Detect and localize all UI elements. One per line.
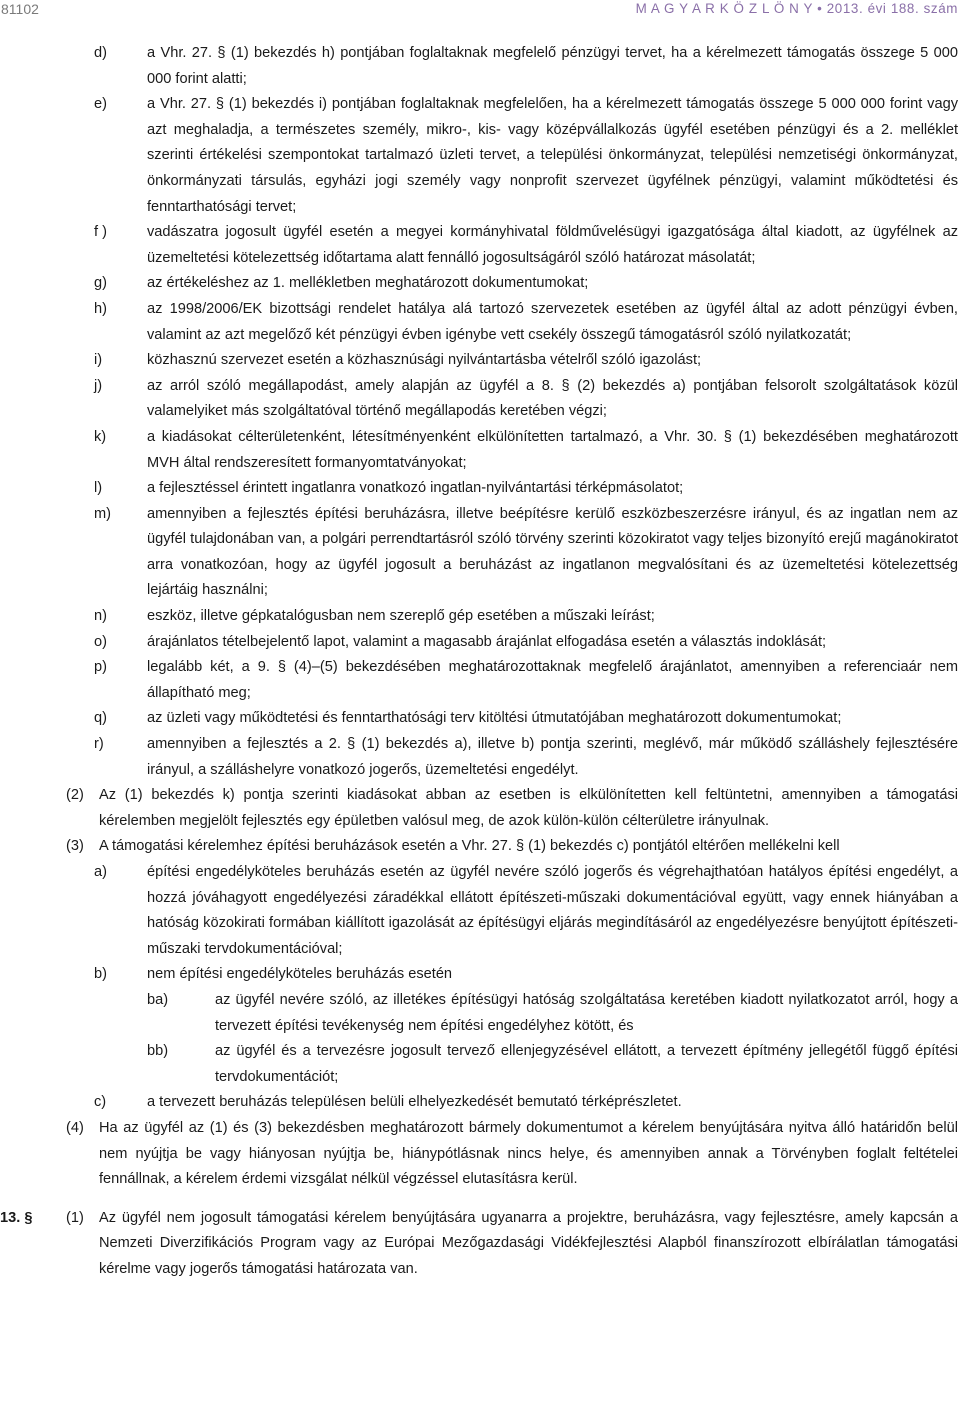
- section-number: 13. §: [0, 1209, 33, 1226]
- list-item-text: eszköz, illetve gépkatalógusban nem szereplő gép esetében a műszaki leírást;: [147, 608, 655, 625]
- list-item-text: az ügyfél és a tervezésre jogosult tervező ellenjegyzésével ellátott, a tervezett építmény jellegétől függő építési tervdokumentációt;: [215, 1043, 958, 1085]
- list-paragraph-3b-subitems: [0, 988, 960, 1090]
- list-item: [94, 604, 958, 630]
- page-header: [0, 0, 960, 22]
- list-item-label: q): [94, 710, 107, 727]
- list-item: [94, 860, 958, 962]
- list-item-label: a): [94, 864, 107, 880]
- paragraph-4: [66, 1116, 958, 1193]
- list-item: [94, 348, 958, 374]
- list-item: [94, 502, 958, 604]
- paragraph-text: Ha az ügyfél az (1) és (3) bekezdésben meghatározott bármely dokumentumot a kérelem benyújtására nyitva álló határidőn belül nem nyújtja be vagy hiányosan nyújtja be, hiánypótlásnak nincs helye, és amennyiben annak a Törvényben foglalt feltételei fennállnak, a kérelem érdemi vizsgálat nélkül végzéssel elutasításra kerül.: [99, 1119, 958, 1188]
- list-paragraph-3-items: [0, 860, 960, 988]
- list-item-text: a kiadásokat célterületenként, létesítményenként elkülönítetten tartalmazó, a Vhr. 30. § (1) bekezdésében meghatározott MVH által rendszeresített formanyomtatványokat;: [147, 428, 958, 471]
- list-item: [94, 630, 958, 656]
- document-body: [0, 41, 960, 1283]
- list-item-text: a Vhr. 27. § (1) bekezdés h) pontjában foglaltaknak megfelelő pénzügyi tervet, ha a kérelmezett támogatás összege 5 000 000 forint alatti;: [147, 45, 958, 87]
- list-item-label: o): [94, 633, 107, 650]
- list-item-label: bb): [147, 1043, 169, 1060]
- list-item: [94, 41, 958, 92]
- list-item-text: a fejlesztéssel érintett ingatlanra vonatkozó ingatlan-nyilvántartási térképmásolatot;: [147, 480, 684, 497]
- page-number: 81102: [1, 1, 39, 17]
- list-item-label: m): [94, 505, 112, 522]
- list-item-text: a tervezett beruházás településen belüli elhelyezkedését bemutató térképrészletet.: [147, 1094, 682, 1111]
- list-item-text: közhasznú szervezet esetén a közhasznúsági nyilvántartásba vételről szóló igazolást;: [147, 352, 702, 369]
- list-item-text: az értékeléshez az 1. mellékletben meghatározott dokumentumokat;: [147, 275, 589, 292]
- list-item-label: e): [94, 96, 107, 113]
- paragraph-text: A támogatási kérelemhez építési beruházások esetén a Vhr. 27. § (1) bekezdés c) pontjától eltérően mellékelni kell: [99, 838, 840, 855]
- list-item-label: ba): [147, 991, 169, 1008]
- list-item-text: amennyiben a fejlesztés a 2. § (1) bekezdés a), illetve b) pontja szerinti, meglévő, már működő szálláshely fejlesztésére irányul, a szálláshelyre vonatkozó jogerős, üzemeltetési engedélyt.: [147, 736, 958, 778]
- list-item-label: l): [94, 480, 103, 497]
- paragraph-text: Az (1) bekezdés k) pontja szerinti kiadásokat abban az esetben is elkülönítetten kell feltüntetni, amennyiben a támogatási kérelemben megjelölt fejlesztés egy épületben valósul meg, de azok külön-külön célterületre irányulnak.: [99, 787, 958, 829]
- list-item: [94, 425, 958, 476]
- list-item-text: az arról szóló megállapodást, amely alapján az ügyfél a 8. § (2) bekezdés a) pontjában felsorolt szolgáltatások közül valamelyiket más szolgáltatóval történő megállapodás keretében végzi;: [147, 377, 958, 420]
- list-item: [94, 374, 958, 425]
- section-text: Az ügyfél nem jogosult támogatási kérelem benyújtására ugyanarra a projektre, beruházásra, vagy fejlesztésre, amely kapcsán a Nemzeti Diverzifikációs Program vagy az Európai Mezőgazdasági Vidékfejlesztési Alapból finanszírozott elbírálatlan támogatási kérelme vagy jogerős támogatási határozata van.: [99, 1209, 958, 1277]
- list-item-label: f ): [94, 224, 107, 241]
- list-item: [94, 271, 958, 297]
- list-item-text: a Vhr. 27. § (1) bekezdés i) pontjában foglaltaknak megfelelően, ha a kérelmezett támogatás összege 5 000 000 forint vagy azt meghaladja, a természetes személy, mikro-, kis- vagy középvállalkozás ügyfél esetében pénzügyi és a 2. melléklet szerinti értékelési szempontokat tartalmazó üzleti tervet, a települési önkormányzat, települési nemzetiségi önkormányzat, önkormányzati társulás, egyházi jogi személy vagy nonprofit szervezet ügyfélnek pénzügyi, valamint működtetési és fenntarthatósági tervet;: [147, 96, 958, 215]
- section-sub-label: (1): [66, 1209, 84, 1226]
- running-title: M A G Y A R K Ö Z L Ö N Y • 2013. évi 188. szám: [635, 1, 958, 16]
- list-item-text: amennyiben a fejlesztés építési beruházásra, illetve beépítésre kerülő eszközbeszerzésre irányul, és az ingatlan nem az ügyfél tulajdonában van, a polgári perrendtartásról szóló törvény szerinti közokiratot vagy teljes bizonyító erejű magánokiratot arra vonatkozóan, hogy az ügyfél jogosult a beruházást az ingatlanon megvalósítani és az üzemeltetési kötelezettség lejártáig használni;: [147, 505, 958, 599]
- list-item-label: c): [94, 1094, 107, 1111]
- paragraph-2: [66, 783, 958, 834]
- list-item-text: építési engedélyköteles beruházás esetén az ügyfél nevére szóló jogerős és végrehajthatóan hatályos építési engedélyt, a hozzá jóváhagyott engedélyezési záradékkal ellátott építészeti-műszaki dokumentációval együtt, vagy ennek hiányában a hatóság közokirati formában kiállított igazolását az építésügyi eljárás megindításáról az engedélyezésre benyújtott építészeti-műszaki tervdokumentációval;: [147, 864, 958, 957]
- list-item-label: r): [94, 736, 104, 753]
- list-item-label: p): [94, 659, 107, 676]
- paragraph-3: [66, 834, 958, 860]
- list-item: [94, 706, 958, 732]
- list-paragraph-3c-items: [0, 1090, 960, 1116]
- list-item: [94, 962, 958, 988]
- list-item-label: i): [94, 352, 103, 369]
- list-item: [94, 92, 958, 220]
- list-item-text: nem építési engedélyköteles beruházás esetén: [147, 966, 453, 983]
- list-item-label: b): [94, 966, 107, 983]
- list-item-label: g): [94, 275, 107, 292]
- list-item-label: n): [94, 608, 107, 625]
- list-paragraph-1-items: [0, 41, 960, 783]
- list-item-text: az ügyfél nevére szóló, az illetékes építésügyi hatóság szolgáltatása keretében kiadott nyilatkozatot arról, hogy a tervezett építési tevékenység nem építési engedélyhez kötött, és: [215, 991, 958, 1034]
- list-item: [94, 655, 958, 706]
- list-item-text: legalább két, a 9. § (4)–(5) bekezdésében meghatározottaknak megfelelő árajánlatot, amennyiben a referenciaár nem állapítható meg;: [147, 659, 958, 701]
- list-item: [94, 1090, 958, 1116]
- list-item-text: az 1998/2006/EK bizottsági rendelet hatálya alá tartozó szervezetek esetében az ügyfél által az adott pénzügyi évben, valamint az azt megelőző két pénzügyi évben igénybe vett csekély összegű támogatásról szóló nyilatkozatát;: [147, 300, 958, 343]
- paragraph-label: (4): [66, 1119, 84, 1136]
- list-item-label: d): [94, 45, 107, 61]
- list-item: [147, 1039, 958, 1090]
- list-item: [94, 476, 958, 502]
- list-item-label: h): [94, 300, 107, 317]
- list-item: [94, 297, 958, 348]
- list-item: [94, 220, 958, 271]
- list-item-label: j): [94, 377, 103, 394]
- paragraph-label: (2): [66, 787, 84, 804]
- list-item-label: k): [94, 428, 107, 445]
- section-13: [0, 1206, 958, 1283]
- paragraph-label: (3): [66, 838, 84, 855]
- list-item: [147, 988, 958, 1039]
- list-item-text: vadászatra jogosult ügyfél esetén a megyei kormányhivatal földművelésügyi igazgatósága által kiadott, az ügyfélnek az üzemeltetési kötelezettség időtartama alatt fennálló jogosultságáról szóló határozat másolatát;: [147, 224, 958, 266]
- list-item-text: árajánlatos tételbejelentő lapot, valamint a magasabb árajánlat elfogadása esetén a választás indoklását;: [147, 633, 827, 650]
- list-item-text: az üzleti vagy működtetési és fenntarthatósági terv kitöltési útmutatójában meghatározott dokumentumokat;: [147, 710, 842, 727]
- list-item: [94, 732, 958, 783]
